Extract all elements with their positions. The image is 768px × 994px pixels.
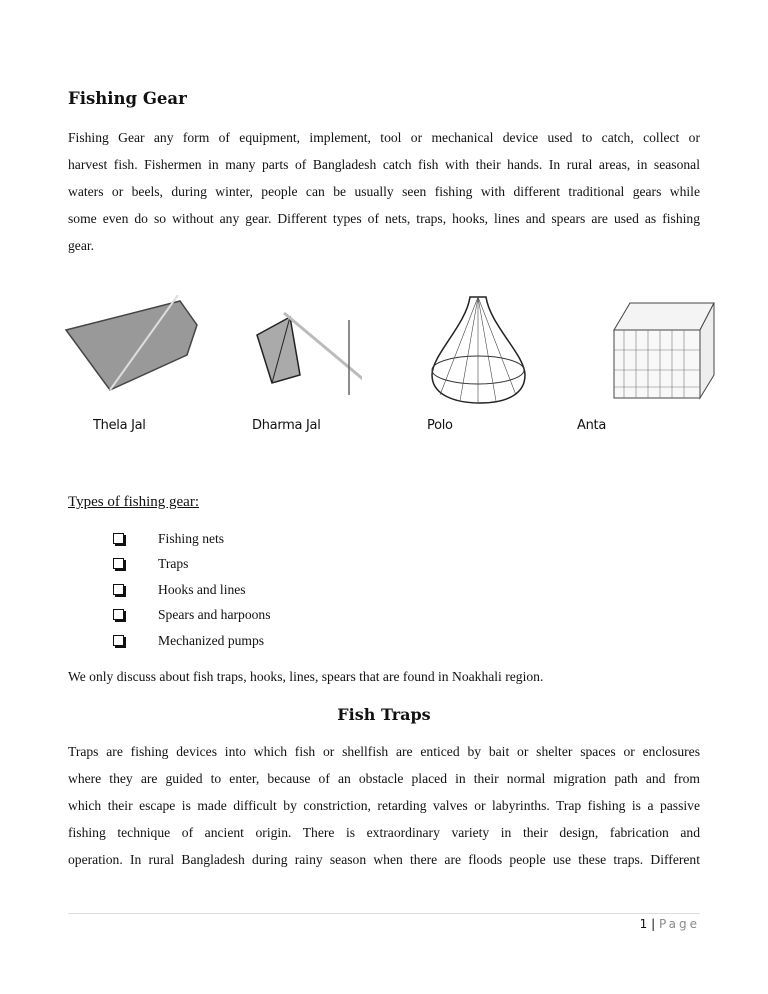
checkbox-bullet-icon — [113, 635, 124, 646]
anta-box-trap-illustration — [612, 295, 717, 400]
list-item: Fishing nets — [113, 531, 224, 547]
footer-divider — [68, 913, 700, 914]
subheading-types: Types of fishing gear: — [68, 494, 200, 510]
list-item: Hooks and lines — [113, 582, 246, 598]
list-item: Mechanized pumps — [113, 633, 264, 649]
checkbox-bullet-icon — [113, 609, 124, 620]
paragraph-line: Traps are fishing devices into which fish or shellfish are enticed by bait or shelter spaces or enclosures — [68, 744, 700, 759]
paragraph-line: where they are guided to enter, because of an obstacle placed in their normal migration path and from — [68, 771, 700, 786]
paragraph-line: gear. — [68, 238, 95, 253]
page-footer: 1 | Page — [639, 917, 700, 931]
dharma-jal-lift-net-illustration — [252, 295, 362, 395]
paragraph-line: fishing technique of ancient origin. There is extraordinary variety in their design, fabrication and — [68, 825, 700, 840]
checkbox-bullet-icon — [113, 584, 124, 595]
note-line: We only discuss about fish traps, hooks, lines, spears that are found in Noakhali region. — [68, 669, 544, 684]
paragraph-line: which their escape is made difficult by constriction, retarding valves or labyrinths. Trap fishing is a passive — [68, 798, 700, 813]
paragraph-line: harvest fish. Fishermen in many parts of Bangladesh catch fish with their hands. In rural areas, in seasonal — [68, 157, 700, 172]
paragraph-line: some even do so without any gear. Different types of nets, traps, hooks, lines and spears are used as fishing — [68, 211, 700, 226]
list-item: Spears and harpoons — [113, 607, 271, 623]
checkbox-bullet-icon — [113, 558, 124, 569]
figure-caption: Polo — [427, 418, 453, 433]
thela-jal-net-illustration — [62, 295, 202, 395]
list-item: Traps — [113, 556, 188, 572]
figure-caption: Dharma Jal — [252, 418, 321, 433]
figure-caption: Thela Jal — [93, 418, 146, 433]
heading-fishing-gear: Fishing Gear — [68, 89, 187, 108]
paragraph-line: waters or beels, during winter, people can be usually seen fishing with different traditional gears while — [68, 184, 700, 199]
polo-trap-illustration — [430, 295, 530, 405]
figure-caption: Anta — [577, 418, 606, 433]
checkbox-bullet-icon — [113, 533, 124, 544]
paragraph-line: operation. In rural Bangladesh during rainy season when there are floods people use these traps. Different — [68, 852, 700, 867]
heading-fish-traps: Fish Traps — [337, 705, 431, 724]
paragraph-line: Fishing Gear any form of equipment, implement, tool or mechanical device used to catch, collect or — [68, 130, 700, 145]
